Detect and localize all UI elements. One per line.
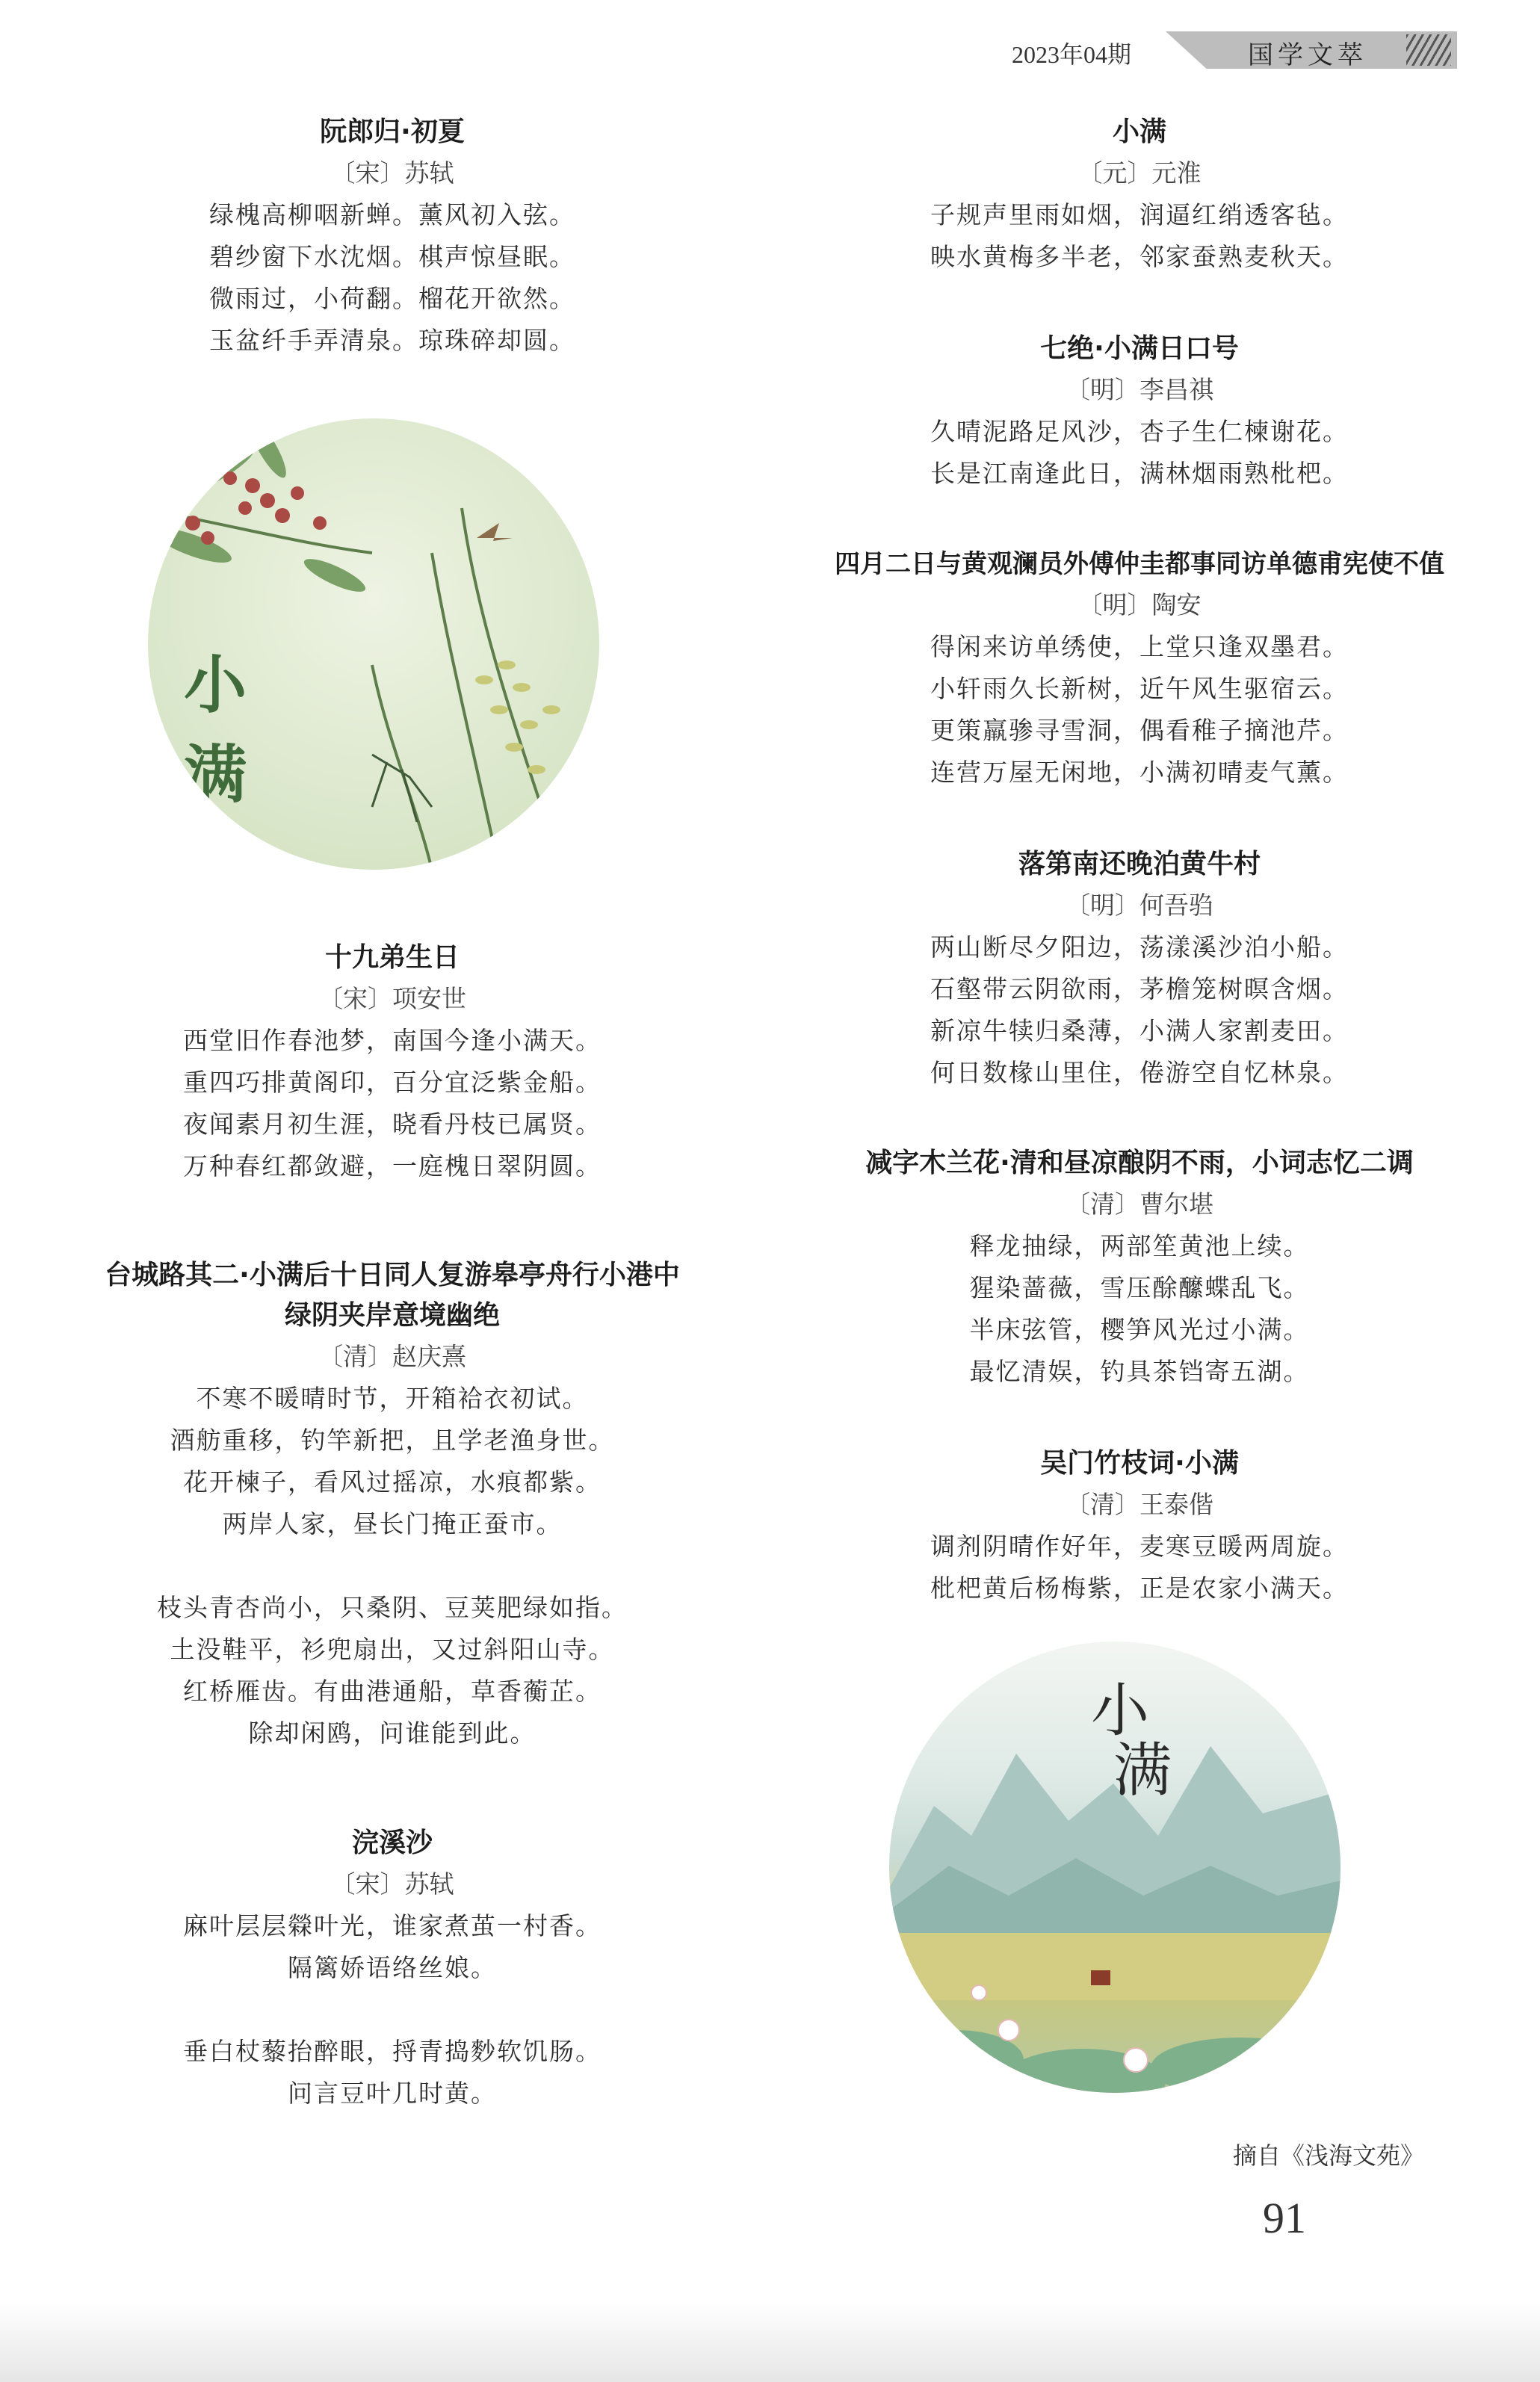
poem-line: 两岸人家，昼长门掩正蚕市。 — [222, 1509, 563, 1538]
poem-line: 枝头青杏尚小，只桑阴、豆荚肥绿如指。 — [157, 1593, 628, 1622]
poem-line: 除却闲鸥，问谁能到此。 — [248, 1719, 536, 1748]
poem-line: 映水黄梅多半老，邻家蚕熟麦秋天。 — [930, 242, 1349, 271]
poem-line: 更策羸骖寻雪洞，偶看稚子摘池芹。 — [930, 716, 1349, 745]
poem-title: 台城路其二·小满后十日同人复游皋亭舟行小港中 — [105, 1260, 680, 1290]
poem-author: 〔清〕赵庆熹 — [318, 1342, 466, 1371]
poem-line: 微雨过，小荷翻。榴花开欲然。 — [209, 284, 575, 313]
poem-line: 调剂阴晴作好年，麦寒豆暖两周旋。 — [930, 1532, 1349, 1561]
poem-line: 隔篱娇语络丝娘。 — [288, 1953, 497, 1982]
poem-title: 落第南还晚泊黄牛村 — [1018, 849, 1261, 879]
poem-siyue — [829, 544, 1450, 794]
poem-line: 何日数椽山里住，倦游空自忆林泉。 — [930, 1058, 1349, 1087]
header-stripes — [1406, 34, 1451, 66]
bottom-shade — [0, 2301, 1540, 2382]
stanza-gap — [82, 1989, 702, 2031]
poem-ruanlang — [82, 112, 702, 362]
poem-title: 小满 — [1112, 117, 1166, 147]
poem-author: 〔宋〕项安世 — [318, 984, 466, 1013]
poem-line: 万种春红都敛避，一庭槐日翠阴圆。 — [183, 1151, 602, 1181]
xiaoman-illustration-landscape — [889, 1642, 1340, 2093]
poem-line: 垂白杖藜抬醉眼，捋青捣麨软饥肠。 — [183, 2037, 602, 2066]
poem-line: 重四巧排黄阁印，百分宜泛紫金船。 — [183, 1068, 602, 1097]
illustration-char: 小 — [1091, 1677, 1150, 1745]
xiaoman-illustration-plants — [148, 418, 599, 870]
poem-line: 夜闻素月初生涯，晓看丹枝已属贤。 — [183, 1110, 602, 1139]
poem-line: 西堂旧作春池梦，南国今逢小满天。 — [183, 1026, 602, 1055]
poem-line: 问言豆叶几时黄。 — [288, 2079, 497, 2108]
illustration-char: 满 — [184, 738, 247, 811]
poem-author: 〔元〕元淮 — [1077, 158, 1202, 188]
poem-title: 十九弟生日 — [324, 942, 460, 973]
poem-line: 久晴泥路足风沙，杏子生仁楝谢花。 — [930, 417, 1349, 446]
source-credit: 摘自《浅海文苑》 — [1233, 2141, 1425, 2170]
poem-line: 绿槐高柳咽新蝉。薰风初入弦。 — [209, 200, 575, 229]
poem-line: 两山断尽夕阳边，荡漾溪沙泊小船。 — [930, 932, 1349, 962]
poem-line: 碧纱窗下水沈烟。棋声惊昼眠。 — [209, 242, 575, 271]
poem-author: 〔清〕王泰偕 — [1066, 1490, 1213, 1519]
poem-title-line2: 绿阴夹岸意境幽绝 — [284, 1300, 500, 1331]
poem-line: 土没鞋平，衫兜扇出，又过斜阳山寺。 — [170, 1635, 615, 1664]
poem-line: 长是江南逢此日，满林烟雨熟枇杷。 — [930, 459, 1349, 488]
poem-shijiudi — [82, 938, 702, 1187]
poem-title: 吴门竹枝词·小满 — [1040, 1448, 1239, 1479]
poem-line: 花开楝子，看风过摇凉，水痕都紫。 — [183, 1467, 602, 1497]
poem-line: 子规声里雨如烟，润逼红绡透客毡。 — [930, 200, 1349, 229]
poem-author: 〔宋〕苏轼 — [330, 1869, 454, 1899]
poem-line: 玉盆纤手弄清泉。琼珠碎却圆。 — [209, 326, 575, 355]
poem-line: 最忆清娱，钓具茶铛寄五湖。 — [969, 1357, 1310, 1386]
poem-line: 猩染蔷薇，雪压酴醿蝶乱飞。 — [969, 1273, 1310, 1302]
poem-title: 浣溪沙 — [351, 1828, 433, 1858]
poem-huanxisha — [82, 1823, 702, 2115]
page-number: 91 — [1263, 2194, 1306, 2242]
poem-line: 新凉牛犊归桑薄，小满人家割麦田。 — [930, 1016, 1349, 1045]
poem-line: 酒舫重移，钓竿新把，且学老渔身世。 — [170, 1426, 615, 1455]
illustration-char: 满 — [1113, 1737, 1172, 1804]
poem-line: 红桥雁齿。有曲港通船，草香蘅芷。 — [183, 1677, 602, 1706]
poem-luodi — [829, 844, 1450, 1094]
column-title: 国学文萃 — [1248, 40, 1367, 70]
poem-qijue — [829, 329, 1450, 495]
poem-author: 〔宋〕苏轼 — [330, 158, 454, 188]
poem-jianzi — [829, 1143, 1450, 1393]
poem-line: 不寒不暖晴时节，开箱袷衣初试。 — [196, 1384, 589, 1413]
issue-label: 2023年04期 — [1012, 41, 1132, 68]
poem-title: 四月二日与黄观澜员外傅仲圭都事同访单德甫宪使不值 — [835, 549, 1444, 579]
poem-wumen — [829, 1444, 1450, 1609]
poem-author: 〔明〕陶安 — [1077, 590, 1202, 619]
poem-line: 得闲来访单绣使，上堂只逢双墨君。 — [930, 632, 1349, 661]
poem-line: 半床弦管，樱笋风光过小满。 — [969, 1315, 1310, 1344]
poem-author: 〔清〕曹尔堪 — [1066, 1190, 1213, 1219]
poem-line: 连营万屋无闲地，小满初晴麦气薰。 — [930, 758, 1349, 787]
poem-author: 〔明〕李昌祺 — [1066, 375, 1213, 404]
poem-line: 枇杷黄后杨梅紫，正是农家小满天。 — [930, 1574, 1349, 1603]
poem-title: 七绝·小满日口号 — [1040, 333, 1239, 364]
poem-taichenglu — [82, 1255, 702, 1754]
page-header — [1001, 31, 1457, 69]
poem-line: 石壑带云阴欲雨，茅檐笼树暝含烟。 — [930, 974, 1349, 1003]
stanza-gap — [82, 1545, 702, 1587]
poem-xiaoman — [829, 112, 1450, 278]
poem-author: 〔明〕何吾驺 — [1066, 891, 1213, 920]
poem-line: 麻叶层层檾叶光，谁家煮茧一村香。 — [183, 1911, 602, 1940]
illustration-char: 小 — [184, 649, 247, 722]
poem-line: 小轩雨久长新树，近午风生驱宿云。 — [930, 674, 1349, 703]
poem-title: 减字木兰花·清和昼凉酿阴不雨，小词志忆二调 — [865, 1148, 1414, 1178]
poem-title: 阮郎归·初夏 — [320, 117, 465, 147]
poem-line: 释龙抽绿，两部笙黄池上续。 — [969, 1231, 1310, 1260]
